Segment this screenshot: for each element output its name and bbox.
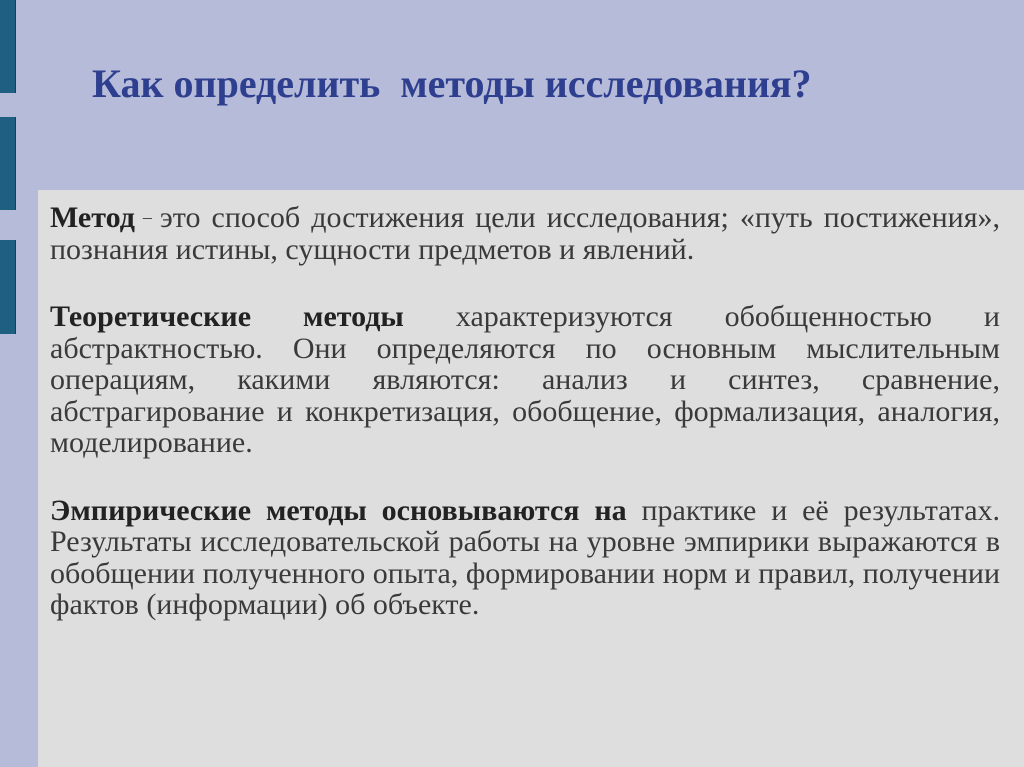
term-theoretical-methods: Теоретические методы <box>50 300 404 333</box>
slide-title: Как определить методы исследования? <box>92 61 812 106</box>
left-accent-bar-top <box>0 0 16 93</box>
content-box <box>38 190 1024 767</box>
definition-theoretical-methods: характеризуются обобщенностью и абстрактностью. Они определяются по основным мыслительным операциям, какими являются: анализ и синтез, сравнение, абстрагирование и конкретизация, обобщение, формализация, аналогия, моделирование. <box>50 300 1000 459</box>
left-accent-bar-middle <box>0 117 16 210</box>
left-accent-bar-bottom <box>0 240 16 334</box>
paragraph-theoretical-methods <box>50 301 1000 459</box>
term-separator: – <box>134 207 160 227</box>
term-method: Метод <box>50 201 135 234</box>
definition-method: это способ достижения цели исследования; «путь постижения», познания истины, сущности предметов и явлений. <box>50 201 1000 266</box>
paragraph-empirical-methods <box>50 495 1000 621</box>
paragraph-method <box>50 202 1000 265</box>
content-body <box>50 202 1000 621</box>
definition-empirical-methods: практике и её результатах. Результаты исследовательской работы на уровне эмпирики выражаются в обобщении полученного опыта, формировании норм и правил, получении фактов (информации) об объекте. <box>50 493 1001 621</box>
term-empirical-methods: Эмпирические методы основываются на <box>50 493 627 527</box>
